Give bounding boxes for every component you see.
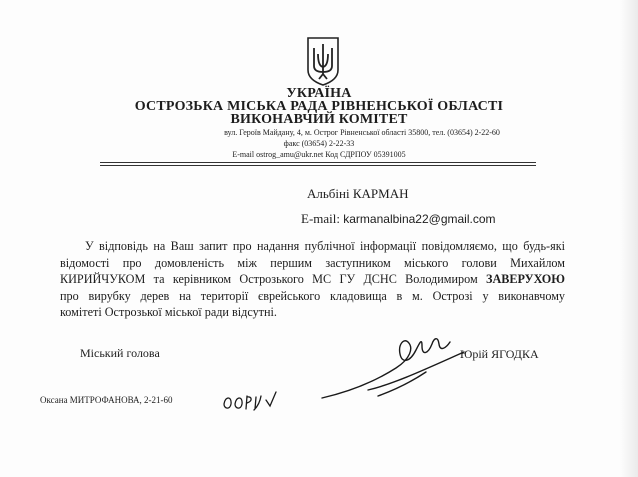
country-heading: УКРАЇНА xyxy=(286,86,352,101)
recipient-email xyxy=(301,211,496,227)
header-divider-secondary xyxy=(100,165,536,166)
handwritten-reference-number xyxy=(222,390,278,412)
chief-surname: ЗАВЕРУХОЮ xyxy=(486,272,565,286)
committee-heading: ВИКОНАВЧИЙ КОМІТЕТ xyxy=(230,112,408,127)
email-code-line: E-mail ostrog_amu@ukr.net Код СДРПОУ 05391005 xyxy=(232,150,406,159)
signatory-role: Міський голова xyxy=(80,346,160,360)
recipient-name: Альбіні КАРМАН xyxy=(307,186,409,201)
council-heading: ОСТРОЗЬКА МІСЬКА РАДА РІВНЕНСЬКОЇ ОБЛАСТІ xyxy=(134,99,504,114)
body-line-3-middle: та керівником Острозького МС ГУ ДСНС Володимиром xyxy=(145,272,487,286)
header-divider xyxy=(100,162,536,163)
trident-coat-of-arms-icon xyxy=(306,36,340,86)
body-line-3 xyxy=(60,271,565,288)
letter-body xyxy=(60,238,565,321)
email-address: karmanalbina22@gmail.com xyxy=(343,212,496,226)
body-line-1: У відповідь на Ваш запит про надання публічної інформації повідомляємо, що будь-які xyxy=(85,239,565,253)
address-line: вул. Героїв Майдану, 4, м. Острог Рівненської області 35800, тел. (03654) 2-22-60 xyxy=(224,128,500,137)
body-line-5: комітеті Острозької міської ради відсутні. xyxy=(60,305,277,319)
body-line-2: відомості про домовленість між першим заступником міського голови Михайлом xyxy=(60,255,565,270)
email-label: E-mail: xyxy=(301,211,340,226)
deputy-surname: КИРИЙЧУКОМ xyxy=(60,272,146,286)
fax-line: факс (03654) 2-22-33 xyxy=(283,139,355,148)
body-line-4: про вирубку дерев на території єврейського кладовища в м. Острозі у виконавчому xyxy=(60,288,565,303)
executor-line: Оксана МИТРОФАНОВА, 2-21-60 xyxy=(40,395,173,405)
handwritten-signature xyxy=(318,332,468,404)
signatory-name: Юрій ЯГОДКА xyxy=(460,347,539,361)
